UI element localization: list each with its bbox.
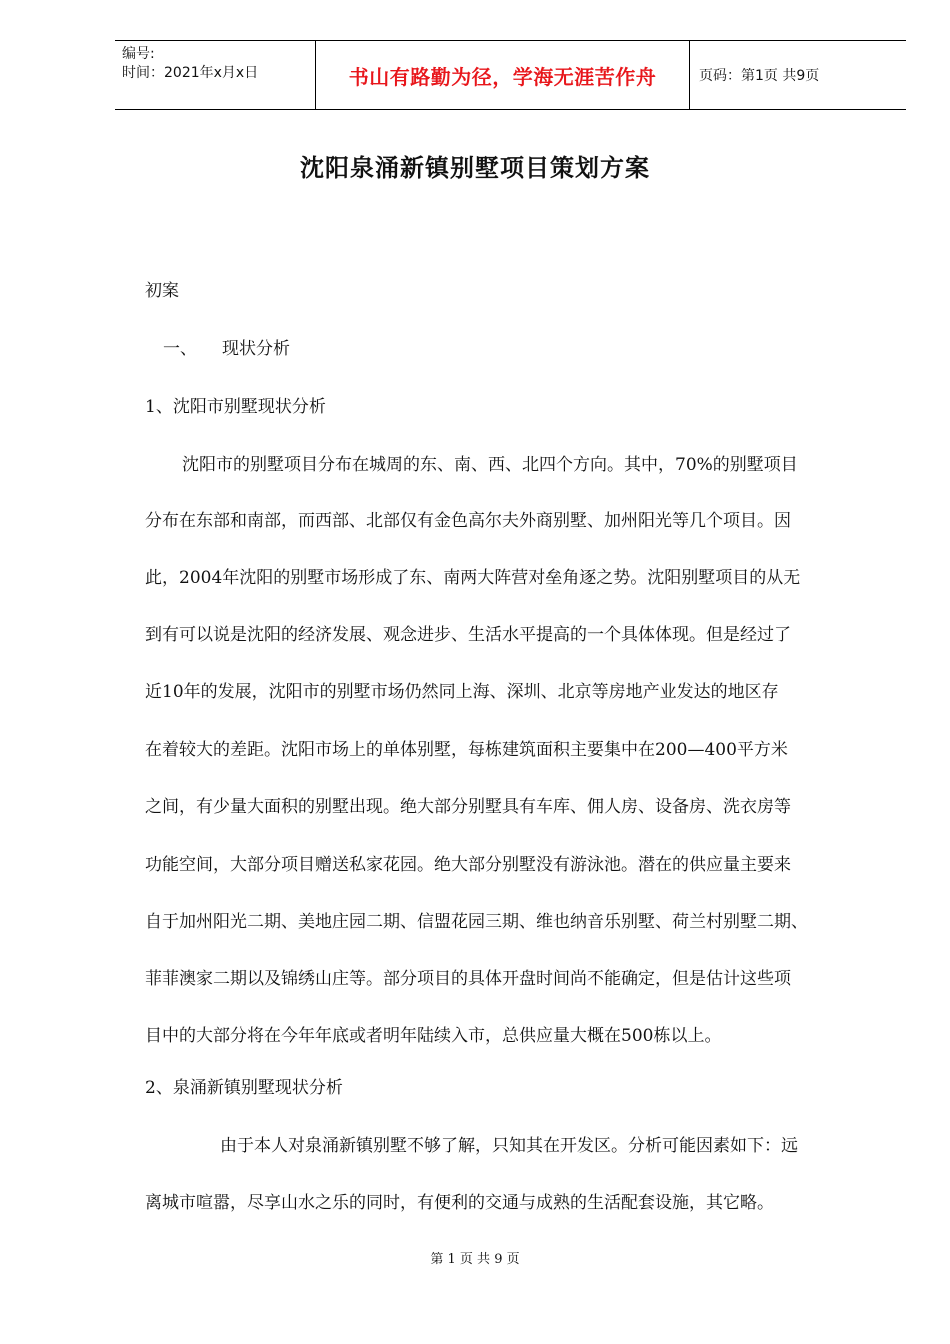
number-label: 编号: bbox=[122, 46, 155, 62]
paragraph-line: 由于本人对泉涌新镇别墅不够了解，只知其在开发区。分析可能因素如下：远 bbox=[220, 1136, 798, 1156]
subsection-title-2: 2、泉涌新镇别墅现状分析 bbox=[145, 1078, 343, 1098]
section-number: 一、 bbox=[163, 339, 197, 359]
paragraph-line: 菲菲澳家二期以及锦绣山庄等。部分项目的具体开盘时间尚不能确定，但是估计这些项 bbox=[145, 969, 791, 989]
paragraph-line: 沈阳市的别墅项目分布在城周的东、南、西、北四个方向。其中，70%的别墅项目 bbox=[182, 455, 798, 475]
paragraph-line: 功能空间，大部分项目赠送私家花园。绝大部分别墅没有游泳池。潜在的供应量主要来 bbox=[145, 855, 791, 875]
header-page-info: 页码：第1页 共9页 bbox=[699, 68, 820, 84]
page-header bbox=[115, 40, 906, 110]
paragraph-line: 在着较大的差距。沈阳市场上的单体别墅，每栋建筑面积主要集中在200—400平方米 bbox=[145, 740, 788, 760]
paragraph-line: 之间，有少量大面积的别墅出现。绝大部分别墅具有车库、佣人房、设备房、洗衣房等 bbox=[145, 797, 791, 817]
paragraph-line: 近10年的发展，沈阳市的别墅市场仍然同上海、深圳、北京等房地产业发达的地区存 bbox=[145, 682, 779, 702]
subsection-title-1: 1、沈阳市别墅现状分析 bbox=[145, 397, 326, 417]
paragraph-line: 分布在东部和南部，而西部、北部仅有金色高尔夫外商别墅、加州阳光等几个项目。因 bbox=[145, 511, 791, 531]
paragraph-line: 此，2004年沈阳的别墅市场形成了东、南两大阵营对垒角逐之势。沈阳别墅项目的从无 bbox=[145, 568, 801, 588]
paragraph-line: 离城市喧嚣，尽享山水之乐的同时，有便利的交通与成熟的生活配套设施，其它略。 bbox=[145, 1193, 774, 1213]
header-motto: 书山有路勤为径，学海无涯苦作舟 bbox=[316, 41, 690, 109]
paragraph-line: 自于加州阳光二期、美地庄园二期、信盟花园三期、维也纳音乐别墅、荷兰村别墅二期、 bbox=[145, 912, 808, 932]
paragraph-line: 目中的大部分将在今年年底或者明年陆续入市，总供应量大概在500栋以上。 bbox=[145, 1026, 722, 1046]
paragraph-line: 到有可以说是沈阳的经济发展、观念进步、生活水平提高的一个具体体现。但是经过了 bbox=[145, 625, 791, 645]
header-meta bbox=[115, 41, 316, 109]
time-label: 时间：2021年x月x日 bbox=[122, 65, 259, 81]
document-title: 沈阳泉涌新镇别墅项目策划方案 bbox=[300, 153, 650, 182]
draft-label: 初案 bbox=[145, 281, 179, 301]
section-heading: 现状分析 bbox=[222, 339, 290, 359]
page-footer: 第 1 页 共 9 页 bbox=[430, 1252, 520, 1267]
